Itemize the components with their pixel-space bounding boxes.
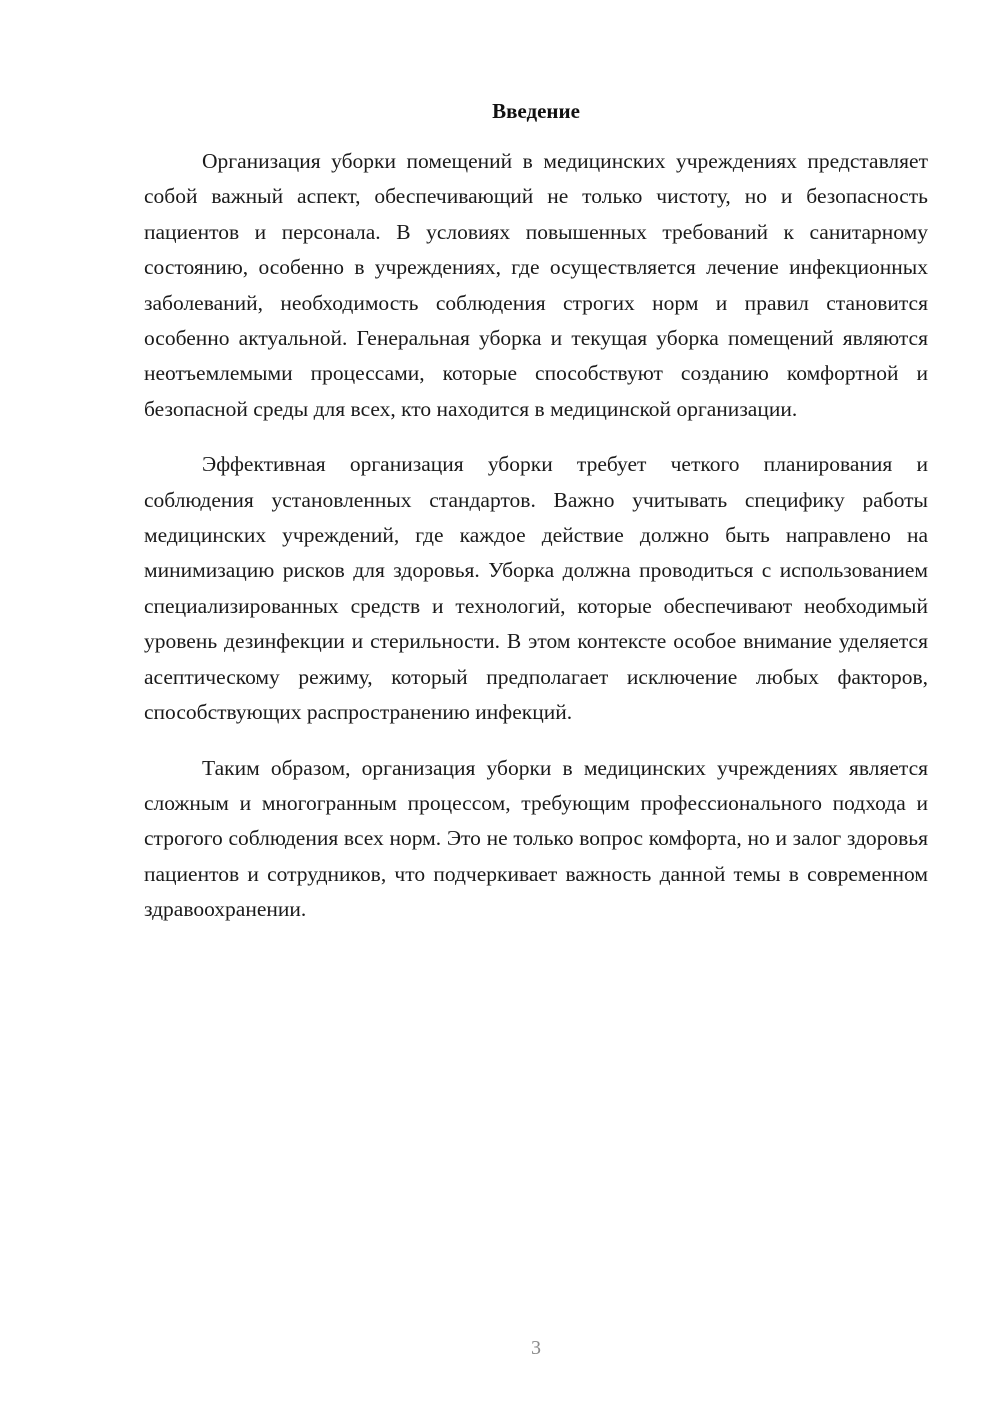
paragraph-3: Таким образом, организация уборки в медицинских учреждениях является сложным и многогранным процессом, требующим профессионального подхода и строгого соблюдения всех норм. Это не только вопрос комфорта, но и залог здоровья пациентов и сотрудников, что подчеркивает важность данной темы в современном здравоохранении.	[144, 755, 928, 922]
paragraph-2: Эффективная организация уборки требует четкого планирования и соблюдения установленных стандартов. Важно учитывать специфику работы медицинских учреждений, где каждое действие должно быть направлено на минимизацию рисков для здоровья. Уборка должна проводиться с использованием специализированных средств и технологий, которые обеспечивают необходимый уровень дезинфекции и стерильности. В этом контексте особое внимание уделяется асептическому режиму, который предполагает исключение любых факторов, способствующих распространению инфекций.	[144, 452, 928, 725]
document-body	[144, 144, 928, 948]
page-number: 3	[531, 1337, 541, 1359]
section-heading: Введение	[492, 99, 580, 123]
paragraph-1: Организация уборки помещений в медицинских учреждениях представляет собой важный аспект, обеспечивающий не только чистоту, но и безопасность пациентов и персонала. В условиях повышенных требований к санитарному состоянию, особенно в учреждениях, где осуществляется лечение инфекционных заболеваний, необходимость соблюдения строгих норм и правил становится особенно актуальной. Генеральная уборка и текущая уборка помещений являются неотъемлемыми процессами, которые способствуют созданию комфортной и безопасной среды для всех, кто находится в медицинской организации.	[144, 149, 928, 421]
